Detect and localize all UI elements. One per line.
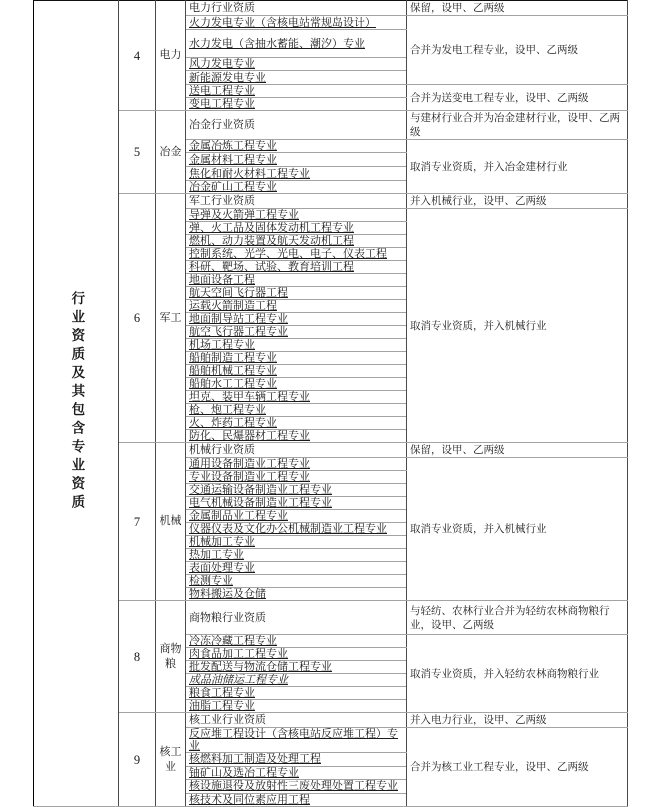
specialty-cell: 导弹及火箭弹工程专业 [186, 209, 407, 222]
table-row [34, 111, 628, 140]
specialty-cell: 控制系统、光学、光电、电子、仪表工程 [186, 248, 407, 261]
industry-qualification-cell: 商物粮行业资质 [186, 601, 407, 635]
specialty-cell: 新能源发电专业 [186, 71, 407, 85]
section-number: 4 [119, 1, 156, 111]
specialty-cell: 批发配送与物流仓储工程专业 [186, 661, 407, 674]
table-row [34, 443, 628, 458]
specialty-cell: 冷冻冷藏工程专业 [186, 635, 407, 648]
specialty-cell: 冶金矿山工程专业 [186, 181, 407, 194]
result-cell: 取消专业资质，并入轻纺农林商物粮行业 [407, 635, 628, 713]
result-cell: 合并为核工业工程专业，设甲、乙两级 [407, 728, 628, 807]
specialty-cell: 仪器仪表及文化办公机械制造业工程专业 [186, 523, 407, 536]
table-row [34, 194, 628, 209]
specialty-cell: 运载火箭制造工程 [186, 300, 407, 313]
section-industry: 冶金 [156, 111, 186, 194]
specialty-cell: 地面制导站工程专业 [186, 313, 407, 326]
section-industry: 商物粮 [156, 601, 186, 713]
specialty-cell: 电气机械设备制造业工程专业 [186, 497, 407, 510]
result-cell: 与轻纺、农林行业合并为轻纺农林商物粮行业，设甲、乙两级 [407, 601, 628, 635]
specialty-cell: 肉食品加工工程专业 [186, 648, 407, 661]
qualification-table [33, 0, 628, 807]
specialty-cell: 弹、火工品及固体发动机工程专业 [186, 222, 407, 235]
specialty-cell: 焦化和耐火材料工程专业 [186, 167, 407, 181]
specialty-cell: 火、炸药工程专业 [186, 417, 407, 430]
specialty-cell: 通用设备制造业工程专业 [186, 458, 407, 471]
result-cell: 保留，设甲、乙两级 [407, 1, 628, 16]
specialty-cell: 燃机、动力装置及航天发动机工程 [186, 235, 407, 248]
specialty-cell: 反应堆工程设计（含核电站反应堆工程）专业 [186, 728, 407, 753]
section-industry: 军工 [156, 194, 186, 443]
specialty-cell: 金属材料工程专业 [186, 153, 407, 167]
result-cell: 保留，设甲、乙两级 [407, 443, 628, 458]
section-number: 7 [119, 443, 156, 601]
specialty-cell: 枪、炮工程专业 [186, 404, 407, 417]
industry-qualification-cell: 机械行业资质 [186, 443, 407, 458]
specialty-cell: 成品油储运工程专业 [186, 674, 407, 687]
result-cell: 合并为送变电工程专业，设甲、乙两级 [407, 85, 628, 111]
specialty-cell: 变电工程专业 [186, 98, 407, 111]
table-row [34, 601, 628, 635]
specialty-cell: 粮食工程专业 [186, 687, 407, 700]
industry-qualification-cell: 冶金行业资质 [186, 111, 407, 140]
specialty-cell: 专业设备制造业工程专业 [186, 471, 407, 484]
specialty-cell: 核设施退役及放射性三废处理处置工程专业 [186, 780, 407, 794]
specialty-cell: 物料搬运及仓储 [186, 588, 407, 601]
specialty-cell: 火力发电专业（含核电站常规岛设计） [186, 16, 407, 30]
specialty-cell: 送电工程专业 [186, 85, 407, 98]
result-cell: 与建材行业合并为冶金建材行业，设甲、乙两级 [407, 111, 628, 140]
result-cell: 并入机械行业，设甲、乙两级 [407, 194, 628, 209]
section-number: 6 [119, 194, 156, 443]
specialty-cell: 核技术及同位素应用工程 [186, 793, 407, 807]
result-cell: 取消专业资质，并入机械行业 [407, 209, 628, 443]
section-industry: 电力 [156, 1, 186, 111]
specialty-cell: 地面设备工程 [186, 274, 407, 287]
specialty-cell: 金属冶炼工程专业 [186, 140, 407, 153]
specialty-cell: 船舶机械工程专业 [186, 365, 407, 378]
specialty-cell: 机械加工专业 [186, 536, 407, 549]
specialty-cell: 船舶水工工程专业 [186, 378, 407, 391]
specialty-cell: 航空飞行器工程专业 [186, 326, 407, 339]
specialty-cell: 机场工程专业 [186, 339, 407, 352]
result-cell: 取消专业资质，并入冶金建材行业 [407, 140, 628, 194]
specialty-cell: 金属制品业工程专业 [186, 510, 407, 523]
specialty-cell: 交通运输设备制造业工程专业 [186, 484, 407, 497]
specialty-cell: 风力发电专业 [186, 58, 407, 71]
specialty-cell: 油脂工程专业 [186, 700, 407, 713]
specialty-cell: 检测专业 [186, 575, 407, 588]
table-row [34, 713, 628, 728]
specialty-cell: 铀矿山及选冶工程专业 [186, 766, 407, 780]
qualification-table-container [33, 0, 628, 807]
specialty-cell: 船舶制造工程专业 [186, 352, 407, 365]
industry-qualification-cell: 核工业行业资质 [186, 713, 407, 728]
section-number: 9 [119, 713, 156, 807]
row-group-header [34, 1, 119, 807]
section-number: 8 [119, 601, 156, 713]
result-cell: 取消专业资质，并入机械行业 [407, 458, 628, 601]
specialty-cell: 水力发电（含抽水蓄能、潮汐）专业 [186, 30, 407, 58]
industry-qualification-cell: 军工行业资质 [186, 194, 407, 209]
section-industry: 核工业 [156, 713, 186, 807]
specialty-cell: 科研、靶场、试验、教育培训工程 [186, 261, 407, 274]
specialty-cell: 核燃料加工制造及处理工程 [186, 753, 407, 767]
section-industry: 机械 [156, 443, 186, 601]
specialty-cell: 防化、民爆器材工程专业 [186, 430, 407, 443]
industry-qualification-cell: 电力行业资质 [186, 1, 407, 16]
row-group-header-label: 行业资质及其包含专业资质 [69, 291, 85, 513]
result-cell: 并入电力行业，设甲、乙两级 [407, 713, 628, 728]
result-cell: 合并为发电工程专业，设甲、乙两级 [407, 16, 628, 85]
specialty-cell: 坦克、装甲车辆工程专业 [186, 391, 407, 404]
section-number: 5 [119, 111, 156, 194]
specialty-cell: 表面处理专业 [186, 562, 407, 575]
specialty-cell: 航天空间飞行器工程 [186, 287, 407, 300]
table-row [34, 1, 628, 16]
specialty-cell: 热加工专业 [186, 549, 407, 562]
